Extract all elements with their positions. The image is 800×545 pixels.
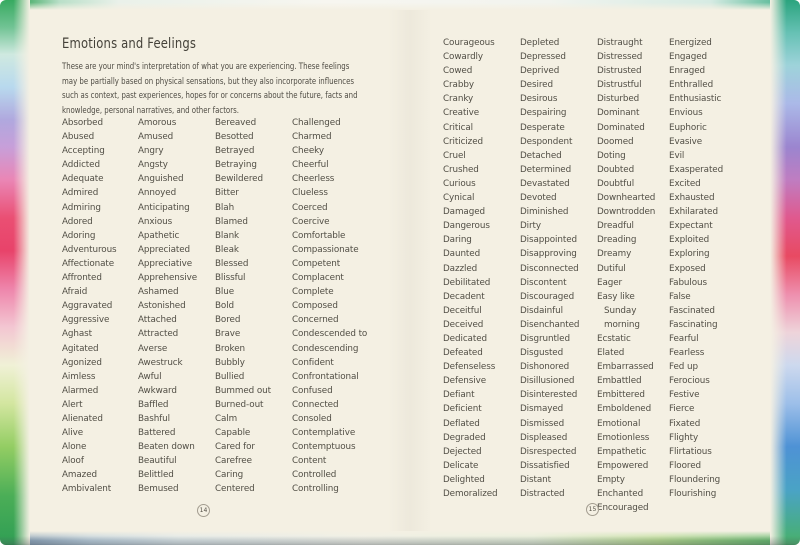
emotion-word: Bemused (138, 484, 179, 495)
page-number-right (586, 503, 599, 516)
right-page-word-columns (443, 36, 765, 515)
emotion-word: Empowered (597, 460, 649, 471)
emotion-word: Cowardly (443, 52, 484, 63)
emotion-word: Doubtful (597, 178, 635, 189)
emotion-word: Dreamy (597, 249, 632, 260)
emotion-word: Defiant (443, 390, 475, 401)
emotion-word: Defeated (443, 348, 483, 359)
emotion-word: Detached (520, 150, 562, 161)
emotion-word: Challenged (292, 118, 341, 128)
emotion-word: Beautiful (138, 456, 177, 467)
emotion-word: Composed (292, 301, 338, 312)
emotion-word: Exploited (669, 235, 710, 246)
emotion-word: Annoyed (138, 188, 177, 199)
emotion-word: Connected (292, 399, 339, 410)
emotion-word: Appreciated (138, 244, 191, 255)
page-number-left-value: 14 (199, 507, 208, 514)
emotion-word: Defenseless (443, 362, 496, 373)
emotion-word: Disturbed (597, 94, 640, 105)
page-title: Emotions and Feelings (62, 36, 197, 52)
emotion-word: Broken (215, 343, 246, 354)
emotion-word: Fearful (669, 333, 699, 344)
emotion-word: Dejected (443, 446, 482, 457)
emotion-word: Belittled (138, 470, 174, 481)
emotion-word: Centered (215, 484, 255, 495)
emotion-word: Bored (215, 315, 241, 326)
word-column-b1 (215, 116, 292, 497)
emotion-word: Evasive (669, 136, 703, 147)
emotion-word: Cowed (443, 66, 473, 77)
emotion-word: Envious (669, 108, 703, 119)
emotion-word: Curious (443, 178, 476, 189)
emotion-word: Bewildered (215, 174, 263, 185)
emotion-word: Cheeky (292, 146, 324, 157)
emotion-word: Exploring (669, 249, 710, 260)
emotion-word: Flighty (669, 432, 699, 443)
emotion-word: Expectant (669, 221, 713, 232)
intro-paragraph: These are your mind's interpretation of what you are experiencing. These feelings may be partially based on physical sensations, but they also incorporate influences such as context, past experiences, hopes for or concerns about the future, facts and knowledge, personal narratives, and other factors. (62, 61, 358, 116)
word-column-e1 (669, 36, 765, 515)
emotion-word: Discontent (520, 277, 567, 288)
emotion-word: Distrusted (597, 66, 642, 77)
emotion-word: Blank (215, 230, 240, 241)
word-column-d2 (597, 36, 669, 515)
emotion-word: Carefree (215, 456, 252, 467)
emotion-word: Adequate (62, 174, 104, 185)
emotion-word: Bashful (138, 413, 171, 424)
emotion-word: Concerned (292, 315, 339, 326)
emotion-word: Fabulous (669, 277, 707, 288)
emotion-word: Betraying (215, 160, 257, 171)
emotion-word: False (669, 291, 691, 302)
emotion-word: Ashamed (138, 287, 179, 298)
emotion-word: Affectionate (62, 258, 115, 269)
page-number-left (197, 504, 210, 517)
emotion-word: Enchanted (597, 489, 644, 499)
emotion-word: Aghast (62, 329, 93, 340)
watercolor-border-left (0, 0, 30, 545)
emotion-word: Adored (62, 216, 93, 227)
emotion-word: Consoled (292, 413, 332, 424)
emotion-word: Distraught (597, 38, 643, 48)
emotion-word: Floored (669, 460, 701, 471)
emotion-word: Fearless (669, 348, 705, 359)
emotion-word: Content (292, 456, 327, 467)
emotion-word: Emboldened (597, 404, 652, 415)
emotion-word: Capable (215, 428, 251, 439)
emotion-word: Fierce (669, 404, 695, 415)
emotion-word: Deficient (443, 404, 482, 415)
emotion-word: Empty (597, 474, 625, 485)
emotion-word: Crushed (443, 164, 479, 175)
emotion-word: Calm (215, 413, 238, 424)
emotion-word: Fixated (669, 418, 701, 429)
emotion-word: Cranky (443, 94, 474, 105)
emotion-word: Euphoric (669, 122, 707, 133)
emotion-word: Disillusioned (520, 376, 575, 387)
emotion-word: Confused (292, 385, 333, 396)
emotion-word: Angsty (138, 160, 168, 171)
emotion-word: Bereaved (215, 118, 257, 128)
word-column-a1 (62, 116, 138, 497)
emotion-word: Aimless (62, 371, 96, 382)
emotion-word: Fascinated (669, 305, 715, 316)
emotion-word: Debilitated (443, 277, 491, 288)
emotion-word: Awkward (138, 385, 177, 396)
emotion-word: Dutiful (597, 263, 626, 274)
emotion-word: Flirtatious (669, 446, 712, 457)
emotion-word: Burned-out (215, 399, 264, 410)
emotion-word: Blue (215, 287, 235, 298)
emotion-word: Defensive (443, 376, 487, 387)
emotion-word: Dominated (597, 122, 645, 133)
emotion-word: Exasperated (669, 164, 724, 175)
emotion-word: Fed up (669, 362, 698, 373)
emotion-word: Disinterested (520, 390, 578, 401)
emotion-word: Devoted (520, 193, 557, 204)
emotion-word: Disenchanted (520, 319, 580, 330)
emotion-word: Emotional (597, 418, 641, 429)
emotion-word: Affronted (62, 273, 102, 284)
emotion-word: Dismayed (520, 404, 564, 415)
emotion-word: Admiring (62, 202, 101, 213)
watercolor-border-top (30, 0, 770, 10)
emotion-word: Eager (597, 277, 623, 288)
emotion-word: Enthralled (669, 80, 714, 91)
emotion-word: Desired (520, 80, 553, 91)
emotion-word: Averse (138, 343, 168, 354)
emotion-word: Alienated (62, 413, 103, 424)
emotion-word: Criticized (443, 136, 483, 147)
emotion-word: Dreadful (597, 221, 634, 232)
emotion-word: Apprehensive (138, 273, 198, 284)
emotion-word: Downtrodden (597, 207, 656, 218)
emotion-word: Aloof (62, 456, 84, 467)
emotion-word: Alert (62, 399, 83, 410)
emotion-word: Exhilarated (669, 207, 718, 218)
emotion-word: Daunted (443, 249, 481, 260)
emotion-word: Blah (215, 202, 235, 213)
emotion-word: Angry (138, 146, 164, 157)
emotion-word: Dazzled (443, 263, 478, 274)
emotion-word: Exposed (669, 263, 706, 274)
emotion-word: Contemptuous (292, 442, 356, 453)
emotion-word: Distant (520, 474, 551, 485)
emotion-word: Coercive (292, 216, 330, 227)
emotion-word: Cared for (215, 442, 255, 453)
emotion-word: Discouraged (520, 291, 575, 302)
emotion-word: Bleak (215, 244, 239, 255)
emotion-word: Deflated (443, 418, 480, 429)
emotion-word: Depressed (520, 52, 566, 63)
emotion-word: Condescended to (292, 329, 368, 340)
emotion-word: Distrustful (597, 80, 642, 91)
emotion-word: Bullied (215, 371, 245, 382)
emotion-word: Energized (669, 38, 712, 48)
word-column-a2 (138, 116, 215, 497)
photo-bottom-shadow (0, 536, 800, 545)
emotion-word: Exhausted (669, 193, 715, 204)
emotion-word: Enraged (669, 66, 706, 77)
emotion-word: Admired (62, 188, 99, 199)
emotion-word: Dirty (520, 221, 541, 232)
emotion-word: Clueless (292, 188, 328, 199)
emotion-word: Baffled (138, 399, 169, 410)
emotion-word: Besotted (215, 132, 254, 143)
emotion-word: Embattled (597, 376, 642, 387)
emotion-word: Easy like Sunday morning (597, 291, 640, 330)
emotion-word: Delighted (443, 474, 485, 485)
emotion-word: Anxious (138, 216, 173, 227)
emotion-word: Bummed out (215, 385, 271, 396)
emotion-word: Awestruck (138, 357, 183, 368)
emotion-word: Excited (669, 178, 701, 189)
emotion-word: Disappointed (520, 235, 578, 246)
emotion-word: Embittered (597, 390, 645, 401)
emotion-word: Controlling (292, 484, 339, 495)
emotion-word: Contemplative (292, 428, 356, 439)
emotion-word: Disdainful (520, 305, 563, 316)
emotion-word: Confident (292, 357, 334, 368)
emotion-word: Embarrassed (597, 362, 654, 373)
emotion-word: Decadent (443, 291, 485, 302)
emotion-word: Disapproving (520, 249, 577, 260)
emotion-word: Empathetic (597, 446, 647, 457)
emotion-word: Disrespected (520, 446, 577, 457)
emotion-word: Aggravated (62, 301, 113, 312)
emotion-word: Ferocious (669, 376, 710, 387)
emotion-word: Emotionless (597, 432, 650, 443)
emotion-word: Displeased (520, 432, 568, 443)
emotion-word: Addicted (62, 160, 100, 171)
emotion-word: Ecstatic (597, 333, 631, 344)
emotion-word: Deprived (520, 66, 560, 77)
emotion-word: Battered (138, 428, 176, 439)
emotion-word: Cheerless (292, 174, 335, 185)
emotion-word: Dreading (597, 235, 637, 246)
emotion-word: Awful (138, 371, 162, 382)
emotion-word: Cynical (443, 193, 475, 204)
emotion-word: Delicate (443, 460, 479, 471)
emotion-word: Dishonored (520, 362, 570, 373)
emotion-word: Controlled (292, 470, 337, 481)
emotion-word: Deceitful (443, 305, 482, 316)
emotion-word: Alarmed (62, 385, 99, 396)
emotion-word: Betrayed (215, 146, 255, 157)
emotion-word: Cruel (443, 150, 466, 161)
emotion-word: Deceived (443, 319, 484, 330)
emotion-word: Devastated (520, 178, 570, 189)
emotion-word: Astonished (138, 301, 186, 312)
emotion-word: Afraid (62, 287, 88, 298)
emotion-word: Critical (443, 122, 473, 133)
emotion-word: Disgruntled (520, 333, 570, 344)
emotion-word: Complete (292, 287, 334, 298)
emotion-word: Alive (62, 428, 84, 439)
emotion-word: Doting (597, 150, 626, 161)
emotion-word: Demoralized (443, 489, 498, 499)
emotion-word: Distressed (597, 52, 643, 63)
emotion-word: Compassionate (292, 244, 359, 255)
emotion-word: Creative (443, 108, 480, 119)
emotion-word: Attached (138, 315, 177, 326)
emotion-word: Anticipating (138, 202, 190, 213)
emotion-word: Encouraged (597, 503, 649, 514)
emotion-word: Absorbed (62, 118, 103, 128)
emotion-word: Competent (292, 258, 341, 269)
emotion-word: Daring (443, 235, 472, 246)
emotion-word: Evil (669, 150, 685, 161)
emotion-word: Dedicated (443, 333, 487, 344)
emotion-word: Caring (215, 470, 244, 481)
emotion-word: Determined (520, 164, 572, 175)
emotion-word: Anguished (138, 174, 184, 185)
emotion-word: Agitated (62, 343, 99, 354)
emotion-word: Diminished (520, 207, 569, 218)
emotion-word: Desperate (520, 122, 565, 133)
emotion-word: Damaged (443, 207, 486, 218)
emotion-word: Abused (62, 132, 95, 143)
emotion-word: Complacent (292, 273, 344, 284)
left-page-word-columns (62, 116, 400, 497)
emotion-word: Blissful (215, 273, 246, 284)
emotion-word: Engaged (669, 52, 707, 63)
emotion-word: Disconnected (520, 263, 579, 274)
emotion-word: Condescending (292, 343, 359, 354)
emotion-word: Alone (62, 442, 87, 453)
emotion-word: Beaten down (138, 442, 195, 453)
emotion-word: Distracted (520, 489, 565, 499)
emotion-word: Amorous (138, 118, 177, 128)
emotion-word: Degraded (443, 432, 486, 443)
emotion-word: Comfortable (292, 230, 346, 241)
emotion-word: Blessed (215, 258, 249, 269)
emotion-word: Crabby (443, 80, 474, 91)
emotion-word: Apathetic (138, 230, 180, 241)
word-column-c1 (292, 116, 400, 497)
emotion-word: Depleted (520, 38, 560, 48)
word-column-c2 (443, 36, 520, 515)
emotion-word: Enthusiastic (669, 94, 722, 105)
emotion-word: Bubbly (215, 357, 245, 368)
emotion-word: Amazed (62, 470, 97, 481)
emotion-word: Elated (597, 348, 625, 359)
emotion-word: Amused (138, 132, 174, 143)
emotion-word: Brave (215, 329, 241, 340)
emotion-word: Accepting (62, 146, 105, 157)
word-column-d1 (520, 36, 597, 515)
emotion-word: Courageous (443, 38, 495, 48)
emotion-word: Bitter (215, 188, 239, 199)
emotion-word: Doubted (597, 164, 635, 175)
emotion-word: Despairing (520, 108, 567, 119)
emotion-word: Dismissed (520, 418, 565, 429)
watercolor-border-right (770, 0, 800, 545)
emotion-word: Downhearted (597, 193, 656, 204)
emotion-word: Despondent (520, 136, 573, 147)
emotion-word: Bold (215, 301, 235, 312)
emotion-word: Desirous (520, 94, 558, 105)
emotion-word: Blamed (215, 216, 248, 227)
emotion-word: Doomed (597, 136, 634, 147)
emotion-word: Fascinating (669, 319, 718, 330)
emotion-word: Adventurous (62, 244, 117, 255)
emotion-word: Ambivalent (62, 484, 112, 495)
emotion-word: Cheerful (292, 160, 329, 171)
emotion-word: Adoring (62, 230, 96, 241)
emotion-word: Confrontational (292, 371, 359, 382)
emotion-word: Festive (669, 390, 700, 401)
emotion-word: Disgusted (520, 348, 564, 359)
page-number-right-value: 15 (588, 506, 597, 513)
emotion-word: Coerced (292, 202, 328, 213)
emotion-word: Dangerous (443, 221, 490, 232)
emotion-word: Flourishing (669, 489, 717, 499)
emotion-word: Appreciative (138, 258, 193, 269)
emotion-word: Floundering (669, 474, 721, 485)
emotion-word: Dissatisfied (520, 460, 570, 471)
emotion-word: Attracted (138, 329, 179, 340)
emotion-word: Charmed (292, 132, 332, 143)
emotion-word: Dominant (597, 108, 640, 119)
emotion-word: Agonized (62, 357, 102, 368)
emotion-word: Aggressive (62, 315, 110, 326)
